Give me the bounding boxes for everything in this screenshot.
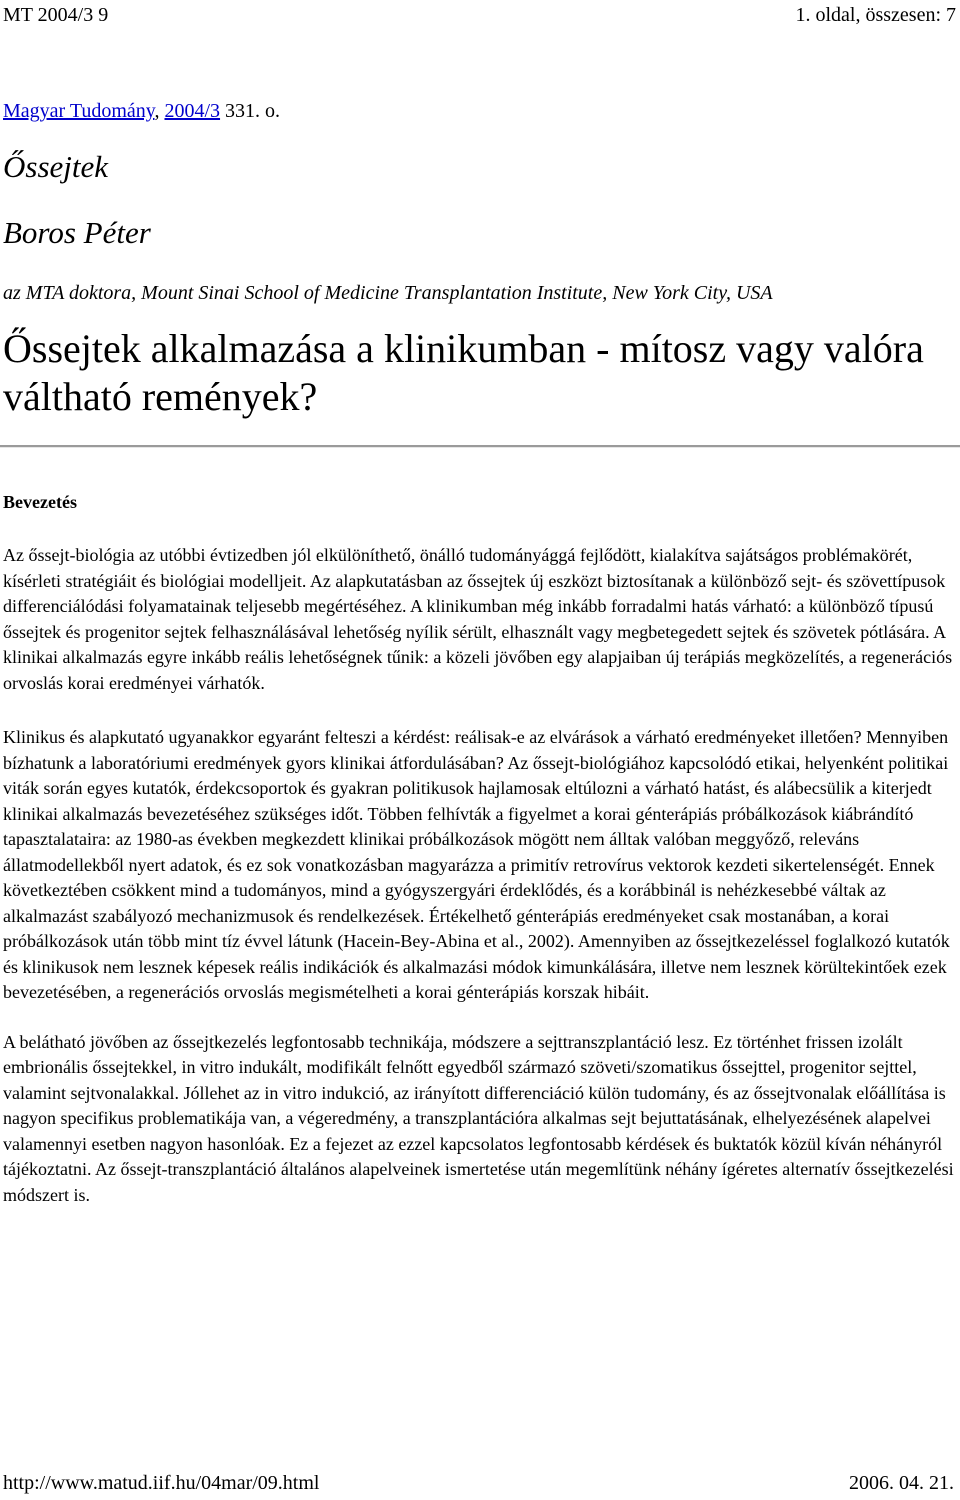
- paragraph-2: Klinikus és alapkutató ugyanakkor egyaránt felteszi a kérdést: reálisak-e az elvárások a várható eredményeket illetően? Mennyiben bízhatunk a laboratóriumi eredmények gyors klinikai átfordulásában? Az őssejt-biológiához kapcsolódó etikai, helyenként politikai viták során egyes kutatók, érdekcsoportok és gyakran politikusok hajlamosak eltúlozni a várható hatást, és alábecsülik a kiterjedt klinikai alkalmazás bevezetéséhez szükséges időt. Többen felhívták a figyelmet a korai génterápiás próbálkozások kiábrándító tapasztalataira: az 1980-as években megkezdett klinikai próbálkozások mögött nem álltak valóban meggyőző, releváns állatmodellekből nyert adatok, és ez sok vonatkozásban magyarázza a primitív retrovírus vektorok kezdeti sikertelenségét. Ennek következtében csökkent mind a tudományos, mind a gyógyszergyári érdeklődés, és a korábbinál is nehézkesebbé váltak az alkalmazást szabályozó mechanizmusok és rendelkezések. Értékelhető génterápiás eredményeket csak mostanában, a korai próbálkozások után több mint tíz évvel látunk (Hacein-Bey-Abina et al., 2002). Amennyiben az őssejtkezeléssel foglalkozó kutatók és klinikusok nem lesznek képesek reális indikációk és alkalmazási módok kimunkálására, illetve nem lesznek körültekintőek ezek bevezetésében, a regenerációs orvoslás megismételheti a korai génterápiás korszak hibáit.: [3, 727, 950, 1002]
- author-affiliation: az MTA doktora, Mount Sinai School of Medicine Transplantation Institute, New York City, USA: [3, 282, 773, 304]
- paragraph-1: Az őssejt-biológia az utóbbi évtizedben jól elkülöníthető, önálló tudományággá fejlődött, kialakítva sajátságos problémakörét, kísérleti stratégiáit és biológiai modelljeit. Az alapkutatásban az őssejtek új eszközt biztosítanak a különböző sejt- és szövettípusok differenciálódási folyamatainak teljesebb megértéséhez. A klinikumban még inkább forradalmi hatás várható: a különböző típusú őssejtek és progenitor sejtek felhasználásával lehetőség nyílik sérült, elhasznált vagy megbetegedett sejtek és szövetek pótlására. A klinikai alkalmazás egyre inkább reális lehetőségnek tűnik: a közeli jövőben egy alapjaiban új terápiás megközelítés, a regenerációs orvoslás korai eredményei várhatók.: [3, 545, 953, 693]
- citation-line: [3, 97, 957, 125]
- print-header: [0, 0, 960, 36]
- issue-link[interactable]: 2004/3: [164, 100, 221, 122]
- header-left-text: MT 2004/3 9: [3, 4, 109, 26]
- citation-page: 331. o.: [220, 100, 281, 122]
- section-title: Őssejtek: [3, 149, 109, 184]
- footer-date: 2006. 04. 21.: [849, 1472, 954, 1494]
- citation-separator: ,: [154, 100, 165, 122]
- article-content: [3, 97, 957, 1208]
- horizontal-rule: [0, 445, 960, 448]
- footer-url: http://www.matud.iif.hu/04mar/09.html: [3, 1472, 320, 1494]
- article-title: Őssejtek alkalmazása a klinikumban - mítosz vagy valóra váltható remények?: [3, 326, 924, 419]
- section-heading: Bevezetés: [3, 492, 77, 512]
- print-footer: [0, 1469, 960, 1500]
- header-page-count: 1. oldal, összesen: 7: [795, 4, 956, 26]
- journal-link[interactable]: Magyar Tudomány: [3, 100, 155, 122]
- author-name: Boros Péter: [3, 215, 151, 250]
- paragraph-3: A belátható jövőben az őssejtkezelés legfontosabb technikája, módszere a sejttranszplantáció lesz. Ez történhet frissen izolált embrionális őssejtekkel, in vitro indukált, modifikált felnőtt egyedből származó szöveti/szomatikus őssejttel, progenitor sejttel, valamint sejtvonalakkal. Jóllehet az in vitro indukció, az irányított differenciáció külön tudomány, és az őssejtvonalak előállítása is nagyon specifikus problematikája van, a végeredmény, a transzplantációra alkalmas sejt bejuttatásának, elhelyezésének alapelvei valamennyi esetben nagyon hasonlóak. Ez a fejezet az ezzel kapcsolatos legfontosabb kérdések és buktatók közül kíván néhányról tájékoztatni. Az őssejt-transzplantáció általános alapelveinek ismertetése után megemlítünk néhány ígéretes alternatív őssejtkezelési módszert is.: [3, 1031, 954, 1205]
